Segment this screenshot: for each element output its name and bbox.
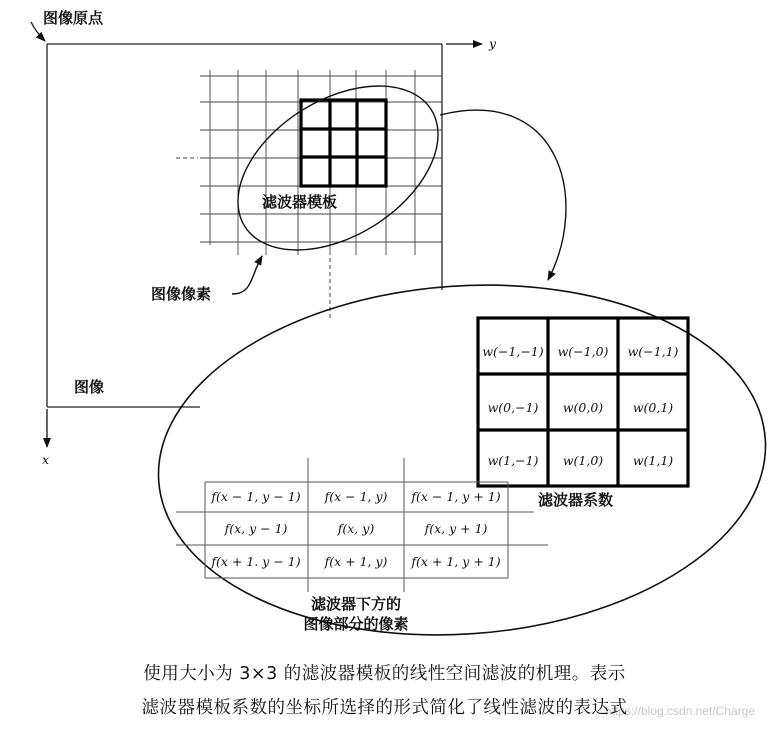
watermark: https://blog.csdn.net/Charge [604,704,755,718]
y-axis-label: y [489,36,497,51]
image-label: 图像 [74,378,105,396]
pixel-grid [200,70,442,255]
caption-line2: 滤波器模板系数的坐标所选择的形式简化了线性滤波的表达式 [141,698,628,718]
pixel-cell: f(x − 1, y − 1) [211,489,301,504]
weight-cell: w(−1,0) [557,344,609,359]
weight-cell: w(0,−1) [487,400,539,415]
image-origin-label: 图像原点 [43,9,104,27]
pixel-cell: f(x, y + 1) [424,521,488,536]
weight-cell: w(−1,−1) [482,344,544,359]
weight-cell: w(0,1) [632,400,674,415]
zoom-ellipse [147,265,769,655]
filter-coefficients-label: 滤波器系数 [538,491,614,509]
weight-cell: w(0,0) [562,400,604,415]
pixel-cell: f(x + 1. y − 1) [211,554,301,569]
weight-cell: w(1,0) [562,453,604,468]
filter-mask-label: 滤波器模板 [262,193,338,211]
filter-mask-3x3 [301,100,386,186]
pixel-cell: f(x, y) [337,521,375,536]
image-pixels-arrow [232,256,262,294]
under-filter-label-line2: 图像部分的像素 [303,615,409,633]
pixel-cell: f(x, y − 1) [224,521,288,536]
image-pixels-label: 图像像素 [151,285,212,303]
pixel-cell: f(x − 1, y) [324,489,388,504]
x-axis-label: x [42,452,50,467]
under-filter-label-line1: 滤波器下方的 [310,595,402,613]
mask-ellipse [209,52,468,284]
zoom-connector-arrow [440,110,566,280]
pixel-cell: f(x + 1, y) [324,554,388,569]
weight-cell: w(−1,1) [627,344,679,359]
pixel-cell: f(x + 1, y + 1) [411,554,501,569]
weight-cell: w(1,−1) [487,453,539,468]
weight-cell: w(1,1) [632,453,674,468]
pixel-cell: f(x − 1, y + 1) [411,489,501,504]
caption-line1: 使用大小为 3×3 的滤波器模板的线性空间滤波的机理。表示 [143,664,626,684]
